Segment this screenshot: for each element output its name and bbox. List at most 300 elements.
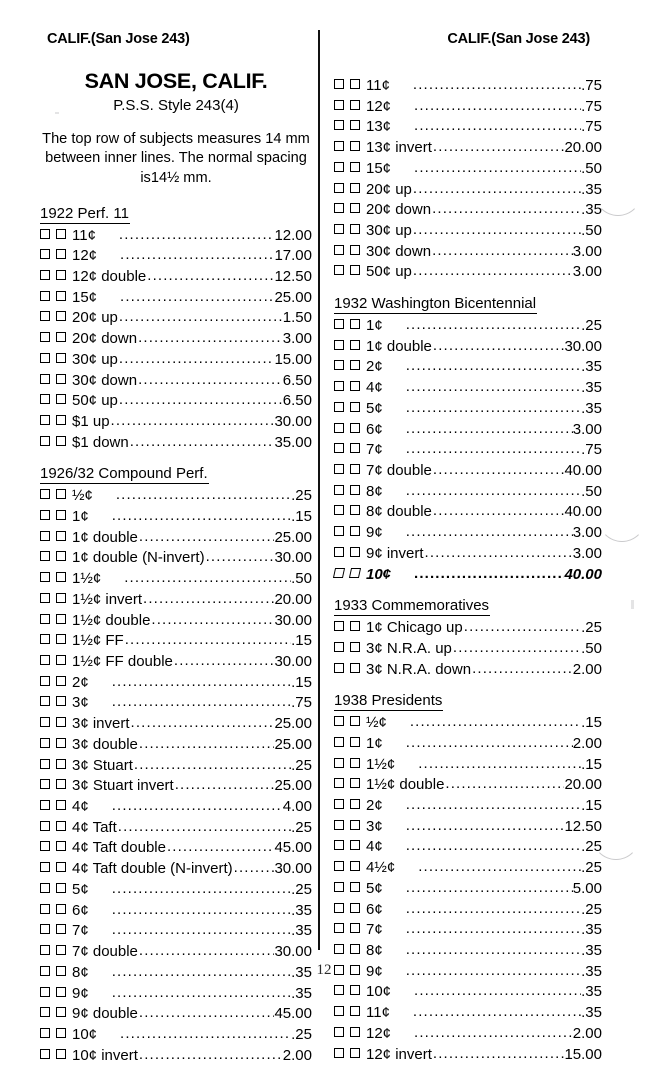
checkbox-pair xyxy=(334,361,366,371)
checkbox-used[interactable] xyxy=(350,162,360,172)
checkbox-used[interactable] xyxy=(350,120,360,130)
listing-price: 15.00 xyxy=(564,1045,602,1063)
checkbox-used[interactable] xyxy=(350,319,360,329)
checkbox-mint[interactable] xyxy=(334,716,344,726)
checkbox-pair xyxy=(40,635,72,645)
checkbox-used[interactable] xyxy=(56,924,66,934)
dot-leader xyxy=(116,485,291,500)
listing-label: 20¢ down xyxy=(72,330,138,348)
section-heading: 1922 Perf. 11 xyxy=(40,204,129,222)
checkbox-used[interactable] xyxy=(350,79,360,89)
listing-row xyxy=(334,857,602,878)
checkbox-pair xyxy=(334,904,366,914)
listing-price: 4.00 xyxy=(282,798,312,816)
checkbox-mint[interactable] xyxy=(40,353,50,363)
checkbox-pair xyxy=(40,230,72,240)
checkbox-pair xyxy=(334,246,366,256)
listing-price: .25 xyxy=(581,316,602,334)
checkbox-used[interactable] xyxy=(56,394,66,404)
listing-row xyxy=(40,287,312,308)
checkbox-mint[interactable] xyxy=(334,79,344,89)
checkbox-mint[interactable] xyxy=(334,402,344,412)
checkbox-mint[interactable] xyxy=(40,249,50,259)
checkbox-used[interactable] xyxy=(350,402,360,412)
listing-row xyxy=(334,356,602,377)
checkbox-used[interactable] xyxy=(56,614,66,624)
checkbox-mint[interactable] xyxy=(334,1048,344,1058)
listing-price: .50 xyxy=(581,222,602,240)
checkbox-used[interactable] xyxy=(56,270,66,280)
listing-row xyxy=(334,398,602,419)
checkbox-mint[interactable] xyxy=(334,526,344,536)
checkbox-used[interactable] xyxy=(350,1006,360,1016)
checkbox-used[interactable] xyxy=(56,249,66,259)
checkbox-used[interactable] xyxy=(56,696,66,706)
checkbox-used[interactable] xyxy=(56,593,66,603)
catalog-section xyxy=(40,205,312,453)
checkbox-used[interactable] xyxy=(56,945,66,955)
checkbox-used[interactable] xyxy=(350,903,360,913)
checkbox-used[interactable] xyxy=(350,340,360,350)
checkbox-mint[interactable] xyxy=(40,489,50,499)
checkbox-used[interactable] xyxy=(350,547,360,557)
checkbox-used[interactable] xyxy=(350,985,360,995)
checkbox-pair xyxy=(40,1029,72,1039)
checkbox-mint[interactable] xyxy=(40,551,50,561)
listing-row xyxy=(334,336,602,357)
checkbox-mint[interactable] xyxy=(334,464,344,474)
checkbox-used[interactable] xyxy=(56,800,66,810)
checkbox-mint[interactable] xyxy=(334,183,344,193)
checkbox-used[interactable] xyxy=(56,883,66,893)
checkbox-used[interactable] xyxy=(350,820,360,830)
checkbox-mint[interactable] xyxy=(40,229,50,239)
checkbox-pair xyxy=(334,759,366,769)
listing-price: 2.00 xyxy=(282,1046,312,1064)
checkbox-mint[interactable] xyxy=(40,311,50,321)
checkbox-mint[interactable] xyxy=(334,799,344,809)
listing-label: 12¢ xyxy=(366,97,392,115)
checkbox-used[interactable] xyxy=(350,423,360,433)
checkbox-mint[interactable] xyxy=(40,614,50,624)
dot-leader xyxy=(130,432,275,447)
checkbox-mint[interactable] xyxy=(334,319,344,329)
dot-leader xyxy=(472,659,573,674)
checkbox-used[interactable] xyxy=(350,245,360,255)
dot-leader xyxy=(139,1045,283,1060)
listing-price: 20.00 xyxy=(274,590,312,608)
dot-leader xyxy=(139,734,275,749)
dot-leader xyxy=(112,796,283,811)
listing-row xyxy=(334,1023,602,1044)
listing-price: 30.00 xyxy=(274,653,312,670)
checkbox-mint[interactable] xyxy=(40,883,50,893)
checkbox-mint[interactable] xyxy=(334,265,344,275)
checkbox-mint[interactable] xyxy=(334,443,344,453)
listing-label: 8¢ xyxy=(366,482,383,500)
dot-leader xyxy=(125,630,291,645)
checkbox-mint[interactable] xyxy=(40,779,50,789)
checkbox-used[interactable] xyxy=(56,531,66,541)
listing-price: .35 xyxy=(581,399,602,417)
checkbox-used[interactable] xyxy=(56,572,66,582)
checkbox-used[interactable] xyxy=(350,621,360,631)
checkbox-used[interactable] xyxy=(349,568,361,578)
checkbox-mint[interactable] xyxy=(334,621,344,631)
listing-row xyxy=(334,564,602,585)
listing-row xyxy=(40,370,312,391)
checkbox-mint[interactable] xyxy=(40,676,50,686)
checkbox-mint[interactable] xyxy=(40,531,50,541)
listing-row xyxy=(40,245,312,266)
checkbox-used[interactable] xyxy=(350,663,360,673)
listing-row xyxy=(334,795,602,816)
checkbox-mint[interactable] xyxy=(334,985,344,995)
checkbox-mint[interactable] xyxy=(334,861,344,871)
listing-label: 1¢ xyxy=(366,316,383,334)
checkbox-mint[interactable] xyxy=(40,904,50,914)
dot-leader xyxy=(139,527,275,542)
checkbox-used[interactable] xyxy=(350,882,360,892)
checkbox-pair xyxy=(40,760,72,770)
listing-row xyxy=(40,390,312,411)
listing-row xyxy=(40,527,312,548)
checkbox-used[interactable] xyxy=(350,526,360,536)
checkbox-mint[interactable] xyxy=(40,945,50,955)
checkbox-mint[interactable] xyxy=(334,642,344,652)
checkbox-mint[interactable] xyxy=(40,332,50,342)
checkbox-used[interactable] xyxy=(56,779,66,789)
checkbox-mint[interactable] xyxy=(40,510,50,520)
listing-label: 7¢ xyxy=(366,921,383,939)
listing-label: 50¢ up xyxy=(366,263,412,281)
listing-label: 6¢ xyxy=(72,901,89,919)
listing-label: 4¢ xyxy=(366,379,383,397)
checkbox-used[interactable] xyxy=(350,799,360,809)
listing-label: 4¢ Taft double xyxy=(72,839,166,857)
checkbox-mint[interactable] xyxy=(334,120,344,130)
checkbox-used[interactable] xyxy=(350,1048,360,1058)
dot-leader xyxy=(406,522,573,537)
checkbox-used[interactable] xyxy=(56,841,66,851)
dot-leader xyxy=(413,1002,581,1017)
checkbox-used[interactable] xyxy=(56,311,66,321)
checkbox-used[interactable] xyxy=(56,862,66,872)
listing-row xyxy=(40,266,312,287)
listing-row xyxy=(40,506,312,527)
listing-price: .15 xyxy=(291,632,312,650)
checkbox-pair xyxy=(40,354,72,364)
checkbox-used[interactable] xyxy=(56,987,66,997)
listing-price: 40.00 xyxy=(564,503,602,521)
listing-price: .25 xyxy=(581,838,602,856)
listing-row xyxy=(40,941,312,962)
listing-row xyxy=(40,568,312,589)
checkbox-mint[interactable] xyxy=(334,360,344,370)
checkbox-used[interactable] xyxy=(56,1028,66,1038)
checkbox-pair xyxy=(334,800,366,810)
listing-price: .15 xyxy=(291,673,312,691)
dot-leader xyxy=(174,651,275,666)
checkbox-mint[interactable] xyxy=(334,778,344,788)
listing-row xyxy=(40,411,312,432)
checkbox-pair xyxy=(40,416,72,426)
checkbox-used[interactable] xyxy=(56,551,66,561)
listing-price: 30.00 xyxy=(274,943,312,961)
listing-label: 50¢ up xyxy=(72,392,118,410)
listing-label: 12¢ xyxy=(72,247,98,265)
dot-leader xyxy=(119,349,275,364)
checkbox-used[interactable] xyxy=(350,861,360,871)
listing-price: 2.00 xyxy=(572,734,602,752)
checkbox-mint[interactable] xyxy=(334,505,344,515)
listing-row xyxy=(40,692,312,713)
checkbox-used[interactable] xyxy=(350,360,360,370)
checkbox-mint[interactable] xyxy=(40,800,50,810)
listing-label: 1¢ double (N-invert) xyxy=(72,549,205,567)
listing-row xyxy=(334,543,602,564)
checkbox-mint[interactable] xyxy=(40,374,50,384)
checkbox-pair xyxy=(40,677,72,687)
dot-leader xyxy=(139,941,275,956)
page-number: 12 xyxy=(316,962,332,978)
checkbox-pair xyxy=(40,739,72,749)
checkbox-pair xyxy=(334,1028,366,1038)
dot-leader xyxy=(112,920,291,935)
checkbox-pair xyxy=(40,884,72,894)
checkbox-mint[interactable] xyxy=(334,820,344,830)
checkbox-used[interactable] xyxy=(56,759,66,769)
checkbox-pair xyxy=(40,437,72,447)
checkbox-used[interactable] xyxy=(56,489,66,499)
checkbox-used[interactable] xyxy=(350,203,360,213)
listing-row xyxy=(40,610,312,631)
section-heading: 1933 Commemoratives xyxy=(334,597,490,615)
checkbox-used[interactable] xyxy=(56,821,66,831)
checkbox-mint[interactable] xyxy=(334,758,344,768)
checkbox-used[interactable] xyxy=(56,1049,66,1059)
checkbox-mint[interactable] xyxy=(334,340,344,350)
listing-row xyxy=(334,439,602,460)
dot-leader xyxy=(120,245,274,260)
dot-leader xyxy=(413,179,581,194)
listing-row xyxy=(40,796,312,817)
checkbox-mint[interactable] xyxy=(334,224,344,234)
checkbox-used[interactable] xyxy=(350,183,360,193)
checkbox-mint[interactable] xyxy=(40,394,50,404)
listing-label: $1 up xyxy=(72,413,110,431)
checkbox-mint[interactable] xyxy=(334,882,344,892)
checkbox-used[interactable] xyxy=(350,100,360,110)
listing-price: 25.00 xyxy=(274,777,312,795)
checkbox-used[interactable] xyxy=(56,655,66,665)
checkbox-used[interactable] xyxy=(350,224,360,234)
checkbox-mint[interactable] xyxy=(40,270,50,280)
listing-rows xyxy=(40,225,312,453)
checkbox-pair xyxy=(334,163,366,173)
checkbox-mint[interactable] xyxy=(334,423,344,433)
dot-leader xyxy=(206,547,275,562)
catalog-section xyxy=(334,64,602,282)
listing-label: 30¢ up xyxy=(366,222,412,240)
checkbox-used[interactable] xyxy=(350,1027,360,1037)
checkbox-used[interactable] xyxy=(56,717,66,727)
checkbox-mint[interactable] xyxy=(334,203,344,213)
listing-price: .35 xyxy=(581,983,602,1001)
checkbox-mint[interactable] xyxy=(40,1049,50,1059)
listing-label: 1¢ double xyxy=(72,528,138,546)
checkbox-used[interactable] xyxy=(350,758,360,768)
listing-label: 10¢ xyxy=(366,983,392,1001)
checkbox-used[interactable] xyxy=(56,738,66,748)
listing-label: 7¢ double xyxy=(366,462,432,480)
checkbox-mint[interactable] xyxy=(334,840,344,850)
listing-row xyxy=(40,734,312,755)
checkbox-pair xyxy=(334,738,366,748)
listing-label: 3¢ N.R.A. down xyxy=(366,660,472,678)
listing-label: 4¢ Taft double (N-invert) xyxy=(72,860,233,878)
checkbox-mint[interactable] xyxy=(334,663,344,673)
checkbox-used[interactable] xyxy=(350,505,360,515)
checkbox-pair xyxy=(334,821,366,831)
listing-label: 10¢ xyxy=(72,1025,98,1043)
checkbox-mint[interactable] xyxy=(334,1006,344,1016)
listing-price: 3.00 xyxy=(572,524,602,542)
checkbox-used[interactable] xyxy=(350,923,360,933)
checkbox-mint[interactable] xyxy=(334,141,344,151)
listing-price: .50 xyxy=(581,639,602,657)
dot-leader xyxy=(406,315,581,330)
dot-leader xyxy=(119,390,283,405)
checkbox-used[interactable] xyxy=(56,229,66,239)
checkbox-mint[interactable] xyxy=(333,568,345,578)
dot-leader xyxy=(112,983,291,998)
listing-label: ½¢ xyxy=(72,487,93,505)
dot-leader xyxy=(119,307,283,322)
listing-row xyxy=(334,116,602,137)
right-column xyxy=(334,0,602,1064)
checkbox-mint[interactable] xyxy=(334,245,344,255)
checkbox-mint[interactable] xyxy=(334,944,344,954)
listing-row xyxy=(334,315,602,336)
checkbox-used[interactable] xyxy=(56,904,66,914)
checkbox-used[interactable] xyxy=(56,332,66,342)
checkbox-used[interactable] xyxy=(56,353,66,363)
dot-leader xyxy=(112,672,291,687)
listing-row xyxy=(334,460,602,481)
checkbox-mint[interactable] xyxy=(40,738,50,748)
checkbox-used[interactable] xyxy=(56,676,66,686)
dot-leader xyxy=(413,75,581,90)
checkbox-mint[interactable] xyxy=(334,923,344,933)
checkbox-used[interactable] xyxy=(56,415,66,425)
checkbox-mint[interactable] xyxy=(40,696,50,706)
checkbox-mint[interactable] xyxy=(334,100,344,110)
listing-row xyxy=(334,75,602,96)
checkbox-mint[interactable] xyxy=(40,415,50,425)
checkbox-used[interactable] xyxy=(350,141,360,151)
checkbox-used[interactable] xyxy=(350,464,360,474)
checkbox-mint[interactable] xyxy=(40,821,50,831)
checkbox-used[interactable] xyxy=(350,840,360,850)
listing-label: 1¢ Chicago up xyxy=(366,619,463,637)
checkbox-mint[interactable] xyxy=(40,655,50,665)
checkbox-used[interactable] xyxy=(350,716,360,726)
checkbox-mint[interactable] xyxy=(334,903,344,913)
listing-label: 5¢ xyxy=(72,880,89,898)
listing-label: 7¢ xyxy=(366,441,383,459)
checkbox-used[interactable] xyxy=(350,642,360,652)
checkbox-mint[interactable] xyxy=(40,987,50,997)
checkbox-mint[interactable] xyxy=(40,1028,50,1038)
checkbox-used[interactable] xyxy=(350,737,360,747)
listing-price: .25 xyxy=(581,859,602,877)
checkbox-mint[interactable] xyxy=(334,381,344,391)
checkbox-pair xyxy=(334,548,366,558)
listing-label: 4¢ Taft xyxy=(72,818,117,836)
checkbox-pair xyxy=(40,375,72,385)
checkbox-mint[interactable] xyxy=(40,291,50,301)
listing-row xyxy=(334,241,602,262)
checkbox-used[interactable] xyxy=(56,510,66,520)
listing-label: 1½¢ invert xyxy=(72,590,143,608)
checkbox-mint[interactable] xyxy=(334,162,344,172)
listing-label: 11¢ xyxy=(366,77,390,94)
listing-label: 1¢ double xyxy=(366,337,432,355)
checkbox-mint[interactable] xyxy=(40,593,50,603)
checkbox-used[interactable] xyxy=(350,381,360,391)
dot-leader xyxy=(139,1003,275,1018)
checkbox-used[interactable] xyxy=(350,265,360,275)
checkbox-used[interactable] xyxy=(56,634,66,644)
checkbox-mint[interactable] xyxy=(40,717,50,727)
listing-row xyxy=(40,307,312,328)
checkbox-mint[interactable] xyxy=(334,485,344,495)
checkbox-used[interactable] xyxy=(56,374,66,384)
checkbox-mint[interactable] xyxy=(40,634,50,644)
listing-row xyxy=(40,349,312,370)
checkbox-used[interactable] xyxy=(56,291,66,301)
listing-price: 17.00 xyxy=(274,247,312,265)
checkbox-mint[interactable] xyxy=(40,924,50,934)
checkbox-mint[interactable] xyxy=(334,737,344,747)
checkbox-pair xyxy=(40,292,72,302)
section-spacer xyxy=(334,64,602,75)
checkbox-pair xyxy=(334,622,366,632)
checkbox-used[interactable] xyxy=(350,944,360,954)
checkbox-mint[interactable] xyxy=(40,572,50,582)
checkbox-pair xyxy=(40,511,72,521)
checkbox-pair xyxy=(40,573,72,583)
listing-label: 7¢ double xyxy=(72,943,138,961)
checkbox-used[interactable] xyxy=(350,485,360,495)
checkbox-mint[interactable] xyxy=(40,1007,50,1017)
checkbox-used[interactable] xyxy=(56,1007,66,1017)
checkbox-mint[interactable] xyxy=(40,759,50,769)
checkbox-pair xyxy=(334,779,366,789)
checkbox-mint[interactable] xyxy=(334,547,344,557)
checkbox-used[interactable] xyxy=(350,443,360,453)
dot-leader xyxy=(167,837,274,852)
checkbox-mint[interactable] xyxy=(40,436,50,446)
checkbox-mint[interactable] xyxy=(40,841,50,851)
checkbox-mint[interactable] xyxy=(334,1027,344,1037)
listing-label: 3¢ Stuart invert xyxy=(72,777,174,795)
checkbox-pair xyxy=(334,341,366,351)
checkbox-used[interactable] xyxy=(56,436,66,446)
checkbox-mint[interactable] xyxy=(40,862,50,872)
checkbox-used[interactable] xyxy=(350,778,360,788)
